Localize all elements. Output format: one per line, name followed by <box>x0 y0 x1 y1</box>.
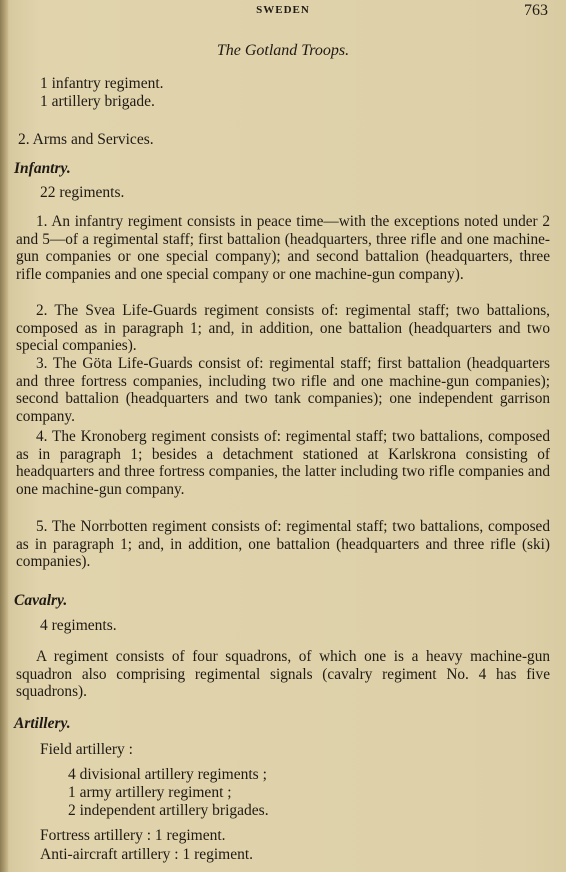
cavalry-count: 4 regiments. <box>40 617 117 634</box>
field-artillery-item: 1 army artillery regiment ; <box>68 784 232 801</box>
infantry-paragraph-1: 1. An infantry regiment consists in peace time—with the exceptions noted under 2 and 5—of a regimental staff; first battalion (headquarters, three rifle and one machine-gun companies or one special company); and second battalion (headquarters, three rifle companies and one special company or one machine-gun company). <box>16 213 550 283</box>
infantry-paragraph-2: 2. The Svea Life-Guards regiment consists of: regimental staff; two battalions, composed as in paragraph 1; and, in addition, one battalion (headquarters and two special companies). <box>16 302 550 355</box>
cavalry-heading: Cavalry. <box>14 592 68 609</box>
field-artillery-label: Field artillery : <box>40 741 133 758</box>
infantry-heading: Infantry. <box>14 160 71 177</box>
page-number: 763 <box>524 2 548 19</box>
gotland-item: 1 artillery brigade. <box>40 93 155 110</box>
infantry-count: 22 regiments. <box>40 184 125 201</box>
infantry-paragraph-4: 4. The Kronoberg regiment consists of: regimental staff; two battalions, composed as in paragraph 1; besides a detachment stationed at Karlskrona consisting of headquarters and three fortress companies, the latter including two rifle companies and one machine-gun company. <box>16 428 550 498</box>
fortress-artillery: Fortress artillery : 1 regiment. <box>40 827 226 844</box>
field-artillery-item: 2 independent artillery brigades. <box>68 802 269 819</box>
infantry-paragraph-3: 3. The Göta Life-Guards consist of: regimental staff; first battalion (headquarters and three fortress companies, including two rifle and one machine-gun companies); second battalion (headquarters and two tank companies); one independent garrison company. <box>16 355 550 425</box>
page-gutter-shadow <box>0 0 8 872</box>
anti-aircraft-artillery: Anti-aircraft artillery : 1 regiment. <box>40 846 254 863</box>
section-title: The Gotland Troops. <box>216 42 350 59</box>
infantry-paragraph-5: 5. The Norrbotten regiment consists of: regimental staff; two battalions, composed as in paragraph 1; and, in addition, one battalion (headquarters and three rifle (ski) companies). <box>16 518 550 571</box>
artillery-heading: Artillery. <box>14 715 71 732</box>
field-artillery-item: 4 divisional artillery regiments ; <box>68 766 267 783</box>
running-head: SWEDEN <box>256 4 310 16</box>
gotland-item: 1 infantry regiment. <box>40 75 164 92</box>
cavalry-paragraph: A regiment consists of four squadrons, of which one is a heavy machine-gun squadron also comprising regimental signals (cavalry regiment No. 4 has five squadrons). <box>16 648 550 701</box>
arms-heading: 2. Arms and Services. <box>18 131 154 148</box>
